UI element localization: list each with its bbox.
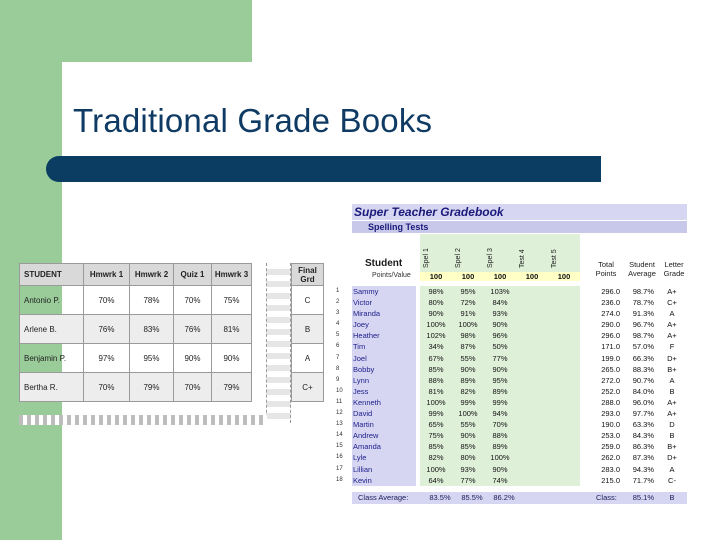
decorative-green-band-top [0,0,252,62]
student-average: 98.7% [632,287,654,296]
class-overall-average: 85.1% [632,493,654,502]
test-score: 67% [420,353,452,364]
test-score: 90% [452,430,484,441]
test-score: 50% [484,341,516,352]
total-points: 290.0 [601,320,620,330]
empty-test-cell [516,297,548,308]
student-name: David [352,408,416,419]
table-row [334,353,690,364]
test-score: 95% [452,286,484,297]
student-name: Antonio P. [20,286,84,315]
letter-grade: A [669,375,675,385]
grade-cell: 70% [84,286,130,315]
letter-grade: B [669,386,675,396]
row-number: 7 [336,354,340,361]
test-score: 90% [420,308,452,319]
student-average-header: Student Average [628,260,656,278]
row-number: 15 [336,443,343,450]
total-points: 171.0 [601,342,620,352]
grade-cell: 79% [130,373,174,402]
row-number: 13 [336,421,343,428]
empty-test-cell [516,308,548,319]
total-points: 296.0 [601,287,620,296]
empty-test-cell [548,430,580,441]
grade-cell: 81% [212,315,252,344]
left-header-row [20,264,252,286]
test-score: 34% [420,341,452,352]
empty-test-cell [516,464,548,475]
total-points: 262.0 [601,453,620,463]
test-score: 88% [484,430,516,441]
student-average: 63.3% [632,420,654,430]
test-score: 72% [452,297,484,308]
test-score: 90% [452,364,484,375]
table-row [334,441,690,452]
letter-grade: C+ [667,298,677,308]
test-score: 91% [452,308,484,319]
student-name: Amanda [352,441,416,452]
empty-test-cell [548,419,580,430]
student-average: 91.3% [632,309,654,319]
test-score: 85% [420,441,452,452]
grade-cell: 70% [174,373,212,402]
test-score: 103% [484,286,516,297]
total-points: 259.0 [601,442,620,452]
gradebook-subtitle: Spelling Tests [352,221,687,233]
class-average-value: 83.5% [429,493,451,502]
empty-test-cell [548,286,580,297]
grade-cell: 78% [130,286,174,315]
table-row [334,397,690,408]
student-average: 86.3% [632,442,654,452]
header-hmwrk3: Hmwrk 3 [212,264,252,286]
points-value: 100 [484,272,516,281]
empty-test-cell [516,286,548,297]
left-gradebook-table [19,263,252,402]
grade-cell: 95% [130,344,174,373]
empty-test-cell [516,408,548,419]
final-grade-column [291,263,324,402]
letter-grade-header: Letter Grade [663,260,685,278]
empty-test-cell [548,475,580,486]
empty-test-cell [548,330,580,341]
test-score: 90% [484,319,516,330]
test-score: 90% [484,364,516,375]
test-score: 77% [452,475,484,486]
total-points: 199.0 [601,353,620,363]
student-name: Lyle [352,452,416,463]
letter-grade: A [669,309,675,319]
final-grade-cell: C [292,286,324,315]
total-points: 288.0 [601,397,620,407]
torn-bottom-edge [19,415,267,425]
table-row [20,286,252,315]
student-average: 84.0% [632,386,654,396]
total-points: 252.0 [601,386,620,396]
test-score: 99% [420,408,452,419]
student-column-header: Student [365,258,403,269]
test-score: 80% [420,297,452,308]
table-row [20,315,252,344]
empty-test-cell [516,364,548,375]
student-name: Heather [352,330,416,341]
test-score: 74% [484,475,516,486]
empty-test-cell [516,430,548,441]
table-row [334,475,690,486]
test-label: Spel 2 [455,248,462,268]
test-score: 87% [452,341,484,352]
empty-test-cell [548,375,580,386]
student-name: Tim [352,341,416,352]
test-label: Spel 1 [423,248,430,268]
letter-grade: F [669,342,675,352]
test-score: 95% [484,375,516,386]
test-score: 55% [452,353,484,364]
class-average-row [352,492,687,504]
test-score: 89% [452,375,484,386]
student-name: Bobby [352,364,416,375]
empty-test-cell [548,386,580,397]
test-label: Test 5 [551,249,558,268]
student-name: Sammy [352,286,416,297]
student-name: Andrew [352,430,416,441]
test-score: 100% [420,397,452,408]
table-row [334,452,690,463]
table-row [334,464,690,475]
header-student: STUDENT [20,264,84,286]
grade-cell: 90% [212,344,252,373]
empty-test-cell [548,297,580,308]
test-score: 99% [452,397,484,408]
right-gradebook [334,202,690,506]
row-number: 2 [336,299,340,306]
header-hmwrk1: Hmwrk 1 [84,264,130,286]
table-row [334,308,690,319]
total-points: 236.0 [601,298,620,308]
total-points: 253.0 [601,431,620,441]
test-score: 75% [420,430,452,441]
grade-cell: 76% [174,315,212,344]
test-score: 98% [452,330,484,341]
letter-grade: D+ [667,453,677,463]
test-score: 99% [484,397,516,408]
test-column-header [484,234,516,272]
test-score: 88% [420,375,452,386]
test-score: 100% [452,319,484,330]
student-name: Martin [352,419,416,430]
student-average: 97.7% [632,409,654,419]
empty-test-cell [516,330,548,341]
total-points: 296.0 [601,331,620,341]
grade-cell: 75% [212,286,252,315]
empty-test-cell [548,397,580,408]
row-number: 1 [336,288,340,294]
row-number: 3 [336,310,340,317]
header-quiz1: Quiz 1 [174,264,212,286]
test-score: 81% [420,386,452,397]
test-score: 85% [420,364,452,375]
letter-grade: A+ [667,397,677,407]
test-column-header [516,234,548,272]
student-name: Kenneth [352,397,416,408]
total-points: 265.0 [601,364,620,374]
empty-test-cell [516,475,548,486]
class-average-value: 86.2% [493,493,515,502]
total-points: 272.0 [601,375,620,385]
table-row [334,341,690,352]
slide-title: Traditional Grade Books [73,102,433,139]
grade-cell: 79% [212,373,252,402]
table-row [334,330,690,341]
grade-cell: 70% [84,373,130,402]
letter-grade: B [669,431,675,441]
table-row [334,297,690,308]
empty-test-cell [516,419,548,430]
student-average: 78.7% [632,298,654,308]
student-average: 96.7% [632,320,654,330]
total-points: 283.0 [601,464,620,474]
table-row [334,375,690,386]
student-average: 96.0% [632,397,654,407]
test-score: 80% [452,452,484,463]
letter-grade: B+ [667,364,677,374]
test-score: 90% [484,464,516,475]
letter-grade: A+ [667,331,677,341]
empty-test-cell [516,386,548,397]
student-average: 98.7% [632,331,654,341]
header-final-grade: Final Grd [292,264,324,286]
letter-grade: C- [668,475,676,485]
empty-test-cell [548,308,580,319]
table-row [334,286,690,297]
grade-cell: 76% [84,315,130,344]
class-label: Class: [596,493,617,502]
row-number: 8 [336,365,340,372]
final-grade-cell: C+ [292,373,324,402]
test-score: 98% [420,286,452,297]
student-name: Kevin [352,475,416,486]
student-name: Joel [352,353,416,364]
row-number: 4 [336,321,340,328]
empty-test-cell [548,319,580,330]
grade-cell: 83% [130,315,174,344]
empty-test-cell [548,364,580,375]
header-hmwrk2: Hmwrk 2 [130,264,174,286]
final-grade-cell: A [292,344,324,373]
student-average: 88.3% [632,364,654,374]
total-points: 190.0 [601,420,620,430]
letter-grade: B+ [667,442,677,452]
total-points-header: Total Points [595,260,617,278]
title-underline-bar [46,156,601,182]
student-average: 90.7% [632,375,654,385]
test-score: 93% [452,464,484,475]
empty-test-cell [516,452,548,463]
student-name: Arlene B. [20,315,84,344]
table-row [334,386,690,397]
gradebook-rows [334,286,690,486]
class-average-value: 85.5% [461,493,483,502]
student-name: Joey [352,319,416,330]
student-name: Miranda [352,308,416,319]
row-number: 5 [336,332,340,339]
test-score: 100% [484,452,516,463]
row-number: 12 [336,410,343,417]
empty-test-cell [516,353,548,364]
points-value: 100 [452,272,484,281]
points-value-label: Points/Value [372,272,411,279]
grade-cell: 97% [84,344,130,373]
table-row [334,430,690,441]
test-score: 100% [452,408,484,419]
test-score: 82% [452,386,484,397]
points-value: 100 [548,272,580,281]
row-number: 17 [336,465,343,472]
grade-cell: 70% [174,286,212,315]
row-number: 18 [336,476,343,483]
letter-grade: A [669,464,675,474]
row-number: 9 [336,376,340,383]
gradebook-header [352,234,687,280]
empty-test-cell [548,408,580,419]
table-row [20,344,252,373]
test-label: Spel 3 [487,248,494,268]
test-score: 102% [420,330,452,341]
student-name: Lynn [352,375,416,386]
empty-test-cell [548,441,580,452]
test-score: 64% [420,475,452,486]
points-value: 100 [420,272,452,281]
points-value: 100 [516,272,548,281]
test-score: 100% [420,319,452,330]
table-row [334,319,690,330]
table-row [334,364,690,375]
test-column-header [548,234,580,272]
letter-grade: D [669,420,675,430]
test-score: 96% [484,330,516,341]
test-column-header [420,234,452,272]
test-score: 84% [484,297,516,308]
empty-test-cell [516,319,548,330]
empty-test-cell [548,452,580,463]
letter-grade: A+ [667,320,677,330]
left-gradebook [19,263,324,423]
student-average: 66.3% [632,353,654,363]
row-number: 6 [336,343,340,350]
test-score: 89% [484,386,516,397]
letter-grade: A+ [667,409,677,419]
test-column-header [452,234,484,272]
student-average: 87.3% [632,453,654,463]
test-score: 94% [484,408,516,419]
test-score: 93% [484,308,516,319]
total-points: 215.0 [601,475,620,485]
total-points: 274.0 [601,309,620,319]
empty-test-cell [548,464,580,475]
empty-test-cell [516,341,548,352]
student-name: Victor [352,297,416,308]
test-score: 82% [420,452,452,463]
class-overall-grade: B [669,493,675,502]
student-name: Jess [352,386,416,397]
test-score: 65% [420,419,452,430]
final-grade-cell: B [292,315,324,344]
test-score: 77% [484,353,516,364]
letter-grade: A+ [667,287,677,296]
empty-test-cell [516,375,548,386]
test-score: 55% [452,419,484,430]
student-average: 57.0% [632,342,654,352]
student-name: Benjamin P. [20,344,84,373]
empty-test-cell [516,397,548,408]
test-score: 85% [452,441,484,452]
letter-grade: D+ [667,353,677,363]
test-score: 100% [420,464,452,475]
student-name: Lillian [352,464,416,475]
total-points: 293.0 [601,409,620,419]
empty-test-cell [548,341,580,352]
empty-test-cell [548,353,580,364]
grade-cell: 90% [174,344,212,373]
class-average-label: Class Average: [358,493,409,502]
student-average: 94.3% [632,464,654,474]
student-average: 84.3% [632,431,654,441]
gradebook-title: Super Teacher Gradebook [352,204,687,220]
test-score: 70% [484,419,516,430]
row-number: 16 [336,454,343,461]
empty-test-cell [516,441,548,452]
table-row [334,419,690,430]
torn-edge-divider [266,263,291,423]
table-row [334,408,690,419]
student-average: 71.7% [632,475,654,485]
table-row [20,373,252,402]
row-number: 14 [336,432,343,439]
test-label: Test 4 [519,249,526,268]
row-number: 10 [336,387,343,394]
test-score: 89% [484,441,516,452]
student-name: Bertha R. [20,373,84,402]
row-number: 11 [336,398,343,405]
